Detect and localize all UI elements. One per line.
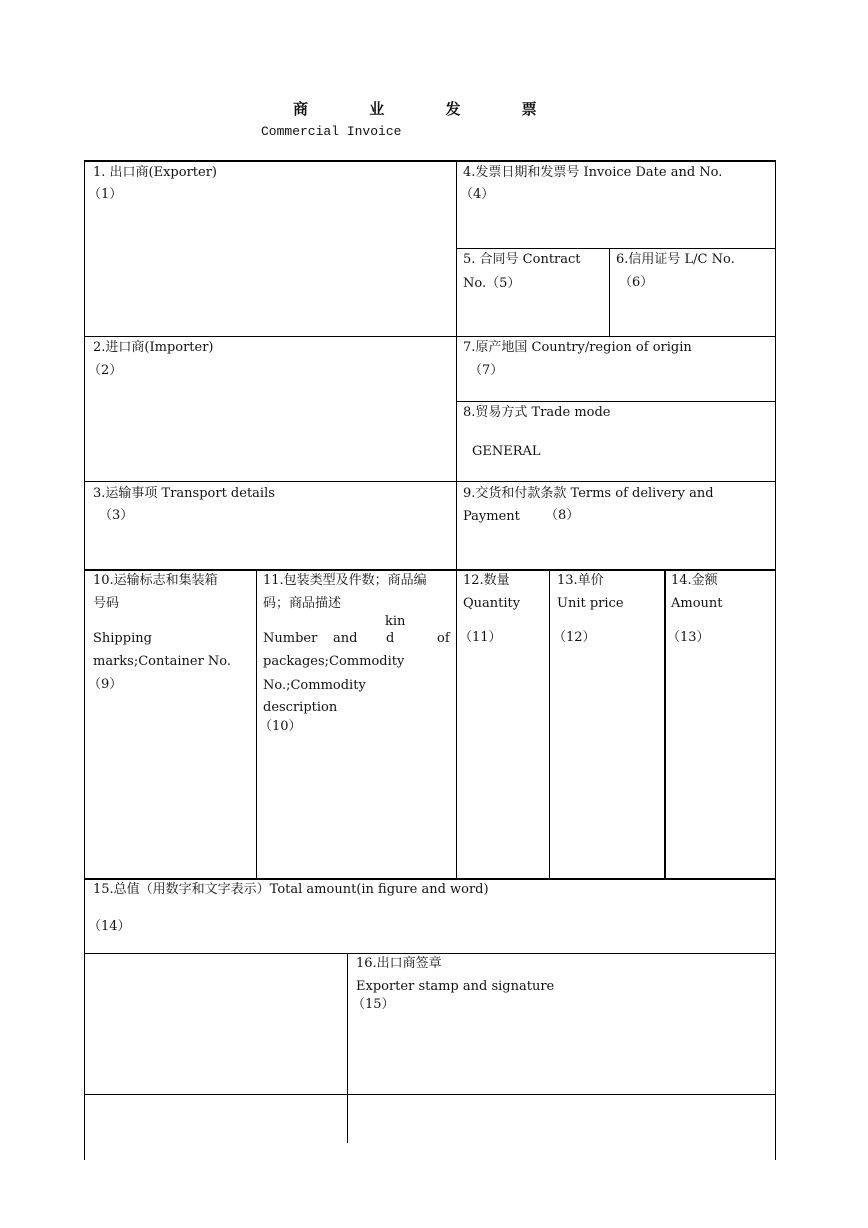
importer-label: 2.进口商(Importer) — [93, 340, 214, 355]
amount-label-en: Amount — [671, 596, 723, 611]
quantity-value: （11） — [459, 630, 502, 645]
unit-price-label-cn: 13.单价 — [557, 573, 604, 588]
lc-label: 6.信用证号 L/C No. — [616, 252, 735, 267]
amount-label-cn: 14.金额 — [671, 573, 718, 588]
origin-value: （7） — [469, 363, 504, 378]
lc-value: （6） — [619, 275, 654, 290]
trade-mode-label: 8.贸易方式 Trade mode — [463, 405, 611, 420]
marks-label-cn-line1: 10.运输标志和集装箱 — [93, 573, 218, 588]
terms-value: （8） — [545, 508, 580, 523]
packages-label-en-line3: No.;Commodity — [263, 678, 366, 693]
trade-mode-value: GENERAL — [472, 444, 541, 459]
title-english: Commercial Invoice — [261, 124, 402, 139]
invoice-date-label: 4.发票日期和发票号 Invoice Date and No. — [463, 165, 723, 180]
total-amount-value: （14） — [88, 919, 131, 934]
terms-label-line1: 9.交货和付款条款 Terms of delivery and — [463, 486, 714, 501]
exporter-label: 1. 出口商(Exporter) — [93, 165, 217, 180]
packages-label-cn-line2: 码；商品描述 — [263, 596, 342, 611]
right-border — [775, 160, 776, 1160]
amount-value: （13） — [667, 630, 710, 645]
left-border — [84, 160, 85, 1160]
packages-label-cn-line1: 11.包装类型及件数；商品编 — [263, 573, 427, 588]
contract-label-line1: 5. 合同号 Contract — [463, 252, 581, 267]
marks-label-en-line1: Shipping — [93, 631, 152, 646]
line-below-signature — [84, 1094, 776, 1095]
invoice-date-value: （4） — [460, 187, 495, 202]
line-below-contract — [84, 336, 776, 337]
terms-label-line2: Payment — [463, 509, 520, 524]
contract-lc-divider — [609, 248, 610, 336]
title-chinese: 商 业 发 票 — [293, 100, 565, 118]
packages-word-number: Number — [263, 631, 318, 646]
quantity-price-divider — [549, 569, 550, 878]
marks-value: （9） — [88, 677, 123, 692]
exporter-value: （1） — [88, 187, 123, 202]
middle-divider — [456, 160, 457, 879]
line-below-origin — [456, 401, 776, 402]
top-border — [84, 160, 776, 162]
signature-value: （15） — [352, 997, 395, 1012]
contract-label-line2: No.（5） — [463, 276, 521, 291]
packages-value: （10） — [259, 719, 302, 734]
packages-kin-fragment: kin — [385, 614, 406, 629]
line-below-importer — [84, 481, 776, 482]
line-below-invoice-date — [456, 248, 776, 249]
packages-word-of: of — [437, 631, 450, 646]
importer-value: （2） — [88, 363, 123, 378]
signature-divider — [347, 953, 348, 1143]
unit-price-label-en: Unit price — [557, 596, 624, 611]
transport-label: 3.运输事项 Transport details — [93, 486, 275, 501]
origin-label: 7.原产地国 Country/region of origin — [463, 340, 692, 355]
price-amount-divider — [664, 569, 666, 878]
packages-word-and: and — [333, 631, 358, 646]
signature-label-en: Exporter stamp and signature — [356, 979, 555, 994]
unit-price-value: （12） — [553, 630, 596, 645]
quantity-label-cn: 12.数量 — [463, 573, 510, 588]
transport-value: （3） — [99, 508, 134, 523]
packages-word-d: d — [386, 631, 395, 646]
packages-label-en-line4: description — [263, 700, 338, 715]
packages-label-en-line2: packages;Commodity — [263, 654, 405, 669]
total-amount-label: 15.总值（用数字和文字表示）Total amount(in figure and word) — [93, 882, 489, 897]
quantity-label-en: Quantity — [463, 596, 521, 611]
signature-label-cn: 16.出口商签章 — [356, 956, 442, 971]
marks-label-en-line2: marks;Container No. — [93, 654, 232, 669]
marks-packages-divider — [256, 569, 257, 878]
marks-label-cn-line2: 号码 — [93, 596, 120, 611]
